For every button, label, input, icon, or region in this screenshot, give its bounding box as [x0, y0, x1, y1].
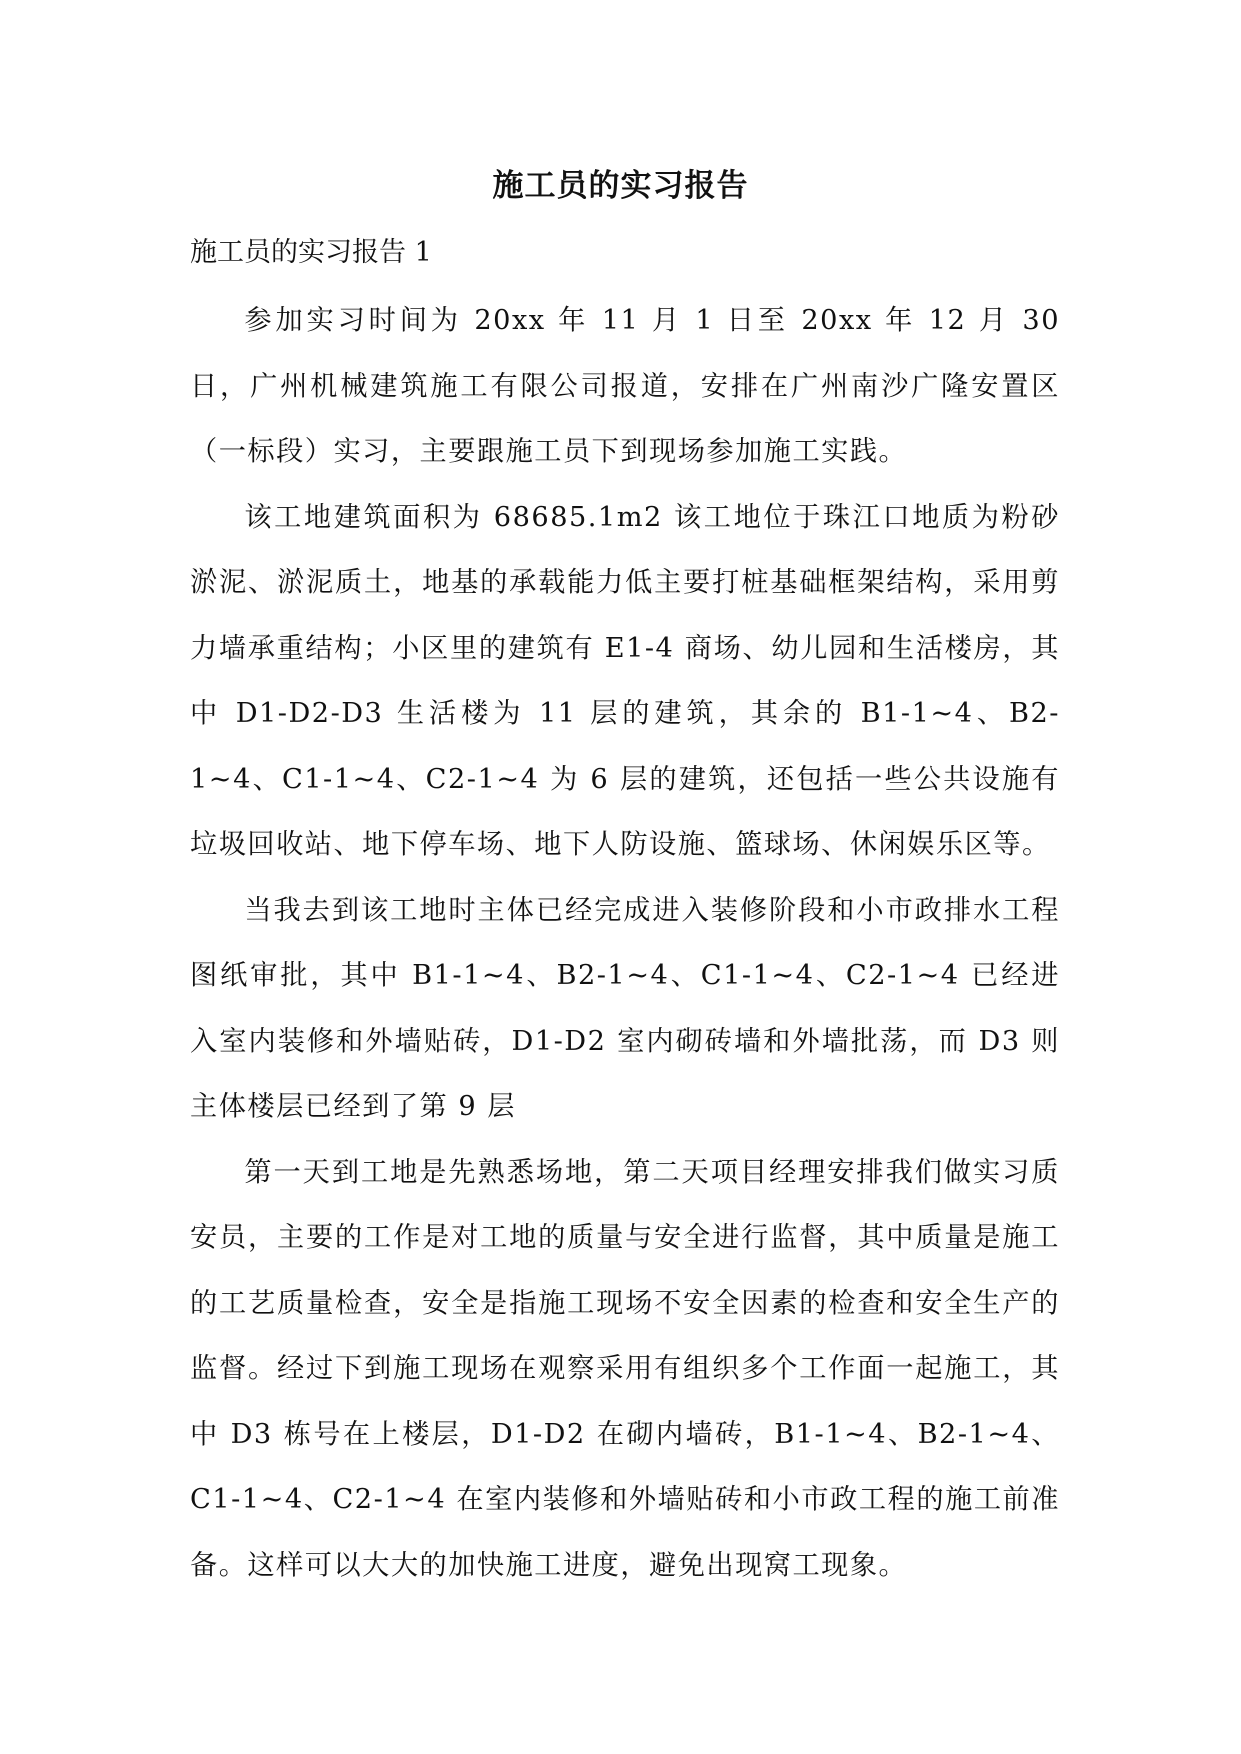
document-title: 施工员的实习报告: [492, 168, 749, 204]
paragraph-internship-period: 参加实习时间为 20xx 年 11 月 1 日至 20xx 年 12 月 30 日，广州机械建筑施工有限公司报道，安排在广州南沙广隆安置区（一标段）实习，主要跟施工员下到现场参加施工实践。: [190, 305, 1060, 467]
paragraph-daily-work: 第一天到工地是先熟悉场地，第二天项目经理安排我们做实习质安员，主要的工作是对工地的质量与安全进行监督，其中质量是施工的工艺质量检查，安全是指施工现场不安全因素的检查和安全生产的监督。经过下到施工现场在观察采用有组织多个工作面一起施工，其中 D3 栋号在上楼层，D1-D2 在砌内墙砖，B1-1~4、B2-1~4、C1-1~4、C2-1~4 在室内装修和外墙贴砖和小市政工程的施工前准备。这样可以大大的加快施工进度，避免出现窝工现象。: [190, 1156, 1060, 1581]
paragraph-construction-status: 当我去到该工地时主体已经完成进入装修阶段和小市政排水工程图纸审批，其中 B1-1~4、B2-1~4、C1-1~4、C2-1~4 已经进入室内装修和外墙贴砖，D1-D2 室内砌砖墙和外墙批荡，而 D3 则主体楼层已经到了第 9 层: [190, 894, 1060, 1122]
document-body: [190, 288, 1060, 1598]
paragraph-site-overview: 该工地建筑面积为 68685.1m2 该工地位于珠江口地质为粉砂淤泥、淤泥质土，地基的承载能力低主要打桩基础框架结构，采用剪力墙承重结构；小区里的建筑有 E1-4 商场、幼儿园和生活楼房，其中 D1-D2-D3 生活楼为 11 层的建筑，其余的 B1-1~4、B2-1~4、C1-1~4、C2-1~4 为 6 层的建筑，还包括一些公共设施有垃圾回收站、地下停车场、地下人防设施、篮球场、休闲娱乐区等。: [190, 501, 1060, 860]
section-heading: 施工员的实习报告 1: [190, 237, 432, 268]
